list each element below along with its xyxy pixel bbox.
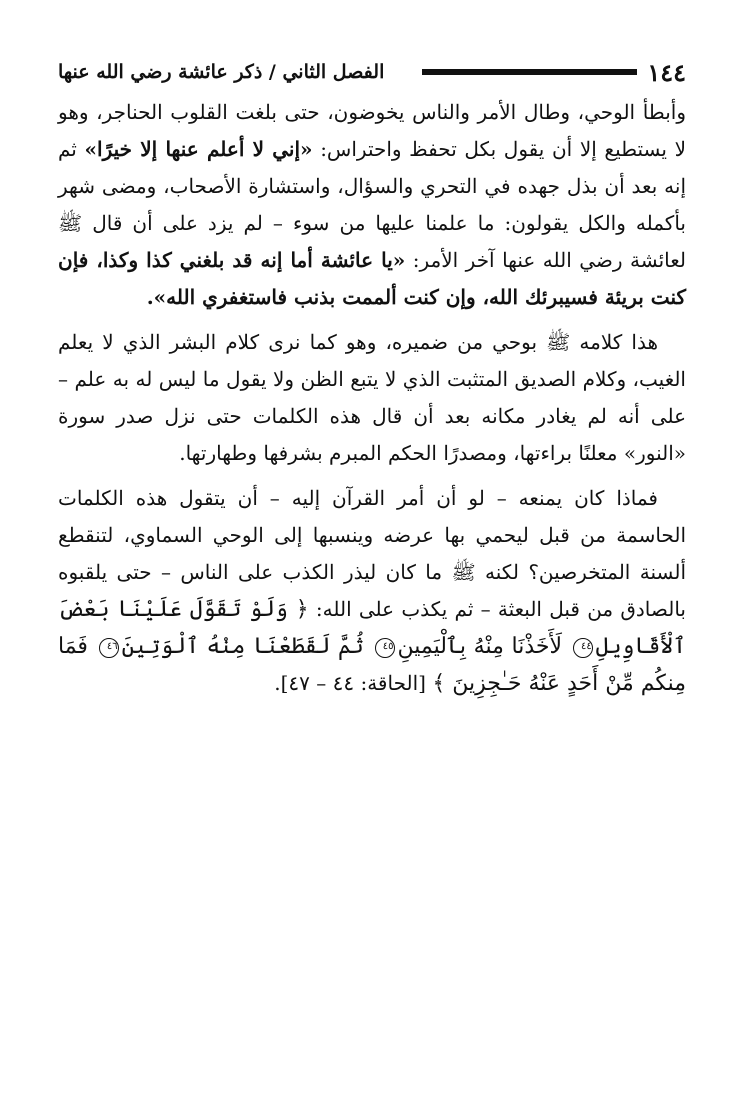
verse-number-44: ٤٤ [573, 638, 593, 658]
quran-verse-45: لَأَخَذْنَا مِنْهُ بِٱلْيَمِينِ [397, 634, 570, 659]
hadith-quote-1: «إني لا أعلم عنها إلا خيرًا» [84, 137, 313, 161]
quran-verse-44: ﴿ وَلَوْ تَقَوَّلَ عَلَيْنَا بَعْضَ ٱلْأَقَاوِيلِ [58, 597, 686, 659]
book-page [58, 52, 686, 702]
verse-number-46: ٤٦ [99, 638, 119, 658]
paragraph-1-text-a: وأبطأ الوحي، وطال الأمر والناس يخوضون، حتى بلغت القلوب الحناجر، وهو لا يستطيع إلا أن يقول بكل تحفظ واحتراس: [58, 100, 687, 161]
paragraph-3 [58, 480, 686, 702]
paragraph-1 [58, 94, 686, 316]
page-header [58, 52, 686, 92]
header-rule [422, 69, 637, 75]
paragraph-1-text-b: ثم إنه بعد أن بذل جهده في التحري والسؤال، واستشارة الأصحاب، ومضى شهر بأكمله والكل يقولون: ما علمنا عليها من سوء – لم يزد على أن قال ﷺ لعائشة رضي الله عنها آخر الأمر: [58, 137, 687, 272]
running-title: الفصل الثاني / ذكر عائشة رضي الله عنها [58, 61, 385, 83]
page-number: ١٤٤ [647, 57, 686, 87]
paragraph-3-text: فماذا كان يمنعه – لو أن أمر القرآن إليه – أن يتقول هذه الكلمات الحاسمة من قبل ليحمي بها عرضه وينسبها إلى الوحي السماوي، لتنقطع ألسنة المتخرصين؟ لكنه ﷺ ما كان ليذر الكذب على الناس – حتى يلقبوه بالصادق من قبل البعثة – ثم يكذب على الله: [58, 486, 686, 621]
quran-verse-47: فَمَا مِنكُم مِّنْ أَحَدٍ عَنْهُ حَـٰجِزِينَ ﴾ [58, 634, 686, 696]
body-text [58, 94, 686, 702]
verse-number-45: ٤٥ [375, 638, 395, 658]
hadith-quote-2: «يا عائشة أما إنه قد بلغني كذا وكذا، فإن كنت بريئة فسيبرئك الله، وإن كنت ألممت بذنب فاستغفري الله». [58, 248, 686, 309]
verse-reference: [الحاقة: ٤٤ – ٤٧]. [274, 671, 433, 695]
paragraph-2: هذا كلامه ﷺ بوحي من ضميره، وهو كما نرى كلام البشر الذي لا يعلم الغيب، وكلام الصديق المتثبت الذي لا يتبع الظن ولا يقول ما ليس له به علم – على أنه لم يغادر مكانه بعد أن قال هذه الكلمات حتى نزل صدر سورة «النور» معلنًا براءتها، ومصدرًا الحكم المبرم بشرفها وطهارتها. [58, 330, 686, 465]
quran-verse-46: ثُمَّ لَقَطَعْنَا مِنْهُ ٱلْوَتِينَ [121, 634, 372, 659]
